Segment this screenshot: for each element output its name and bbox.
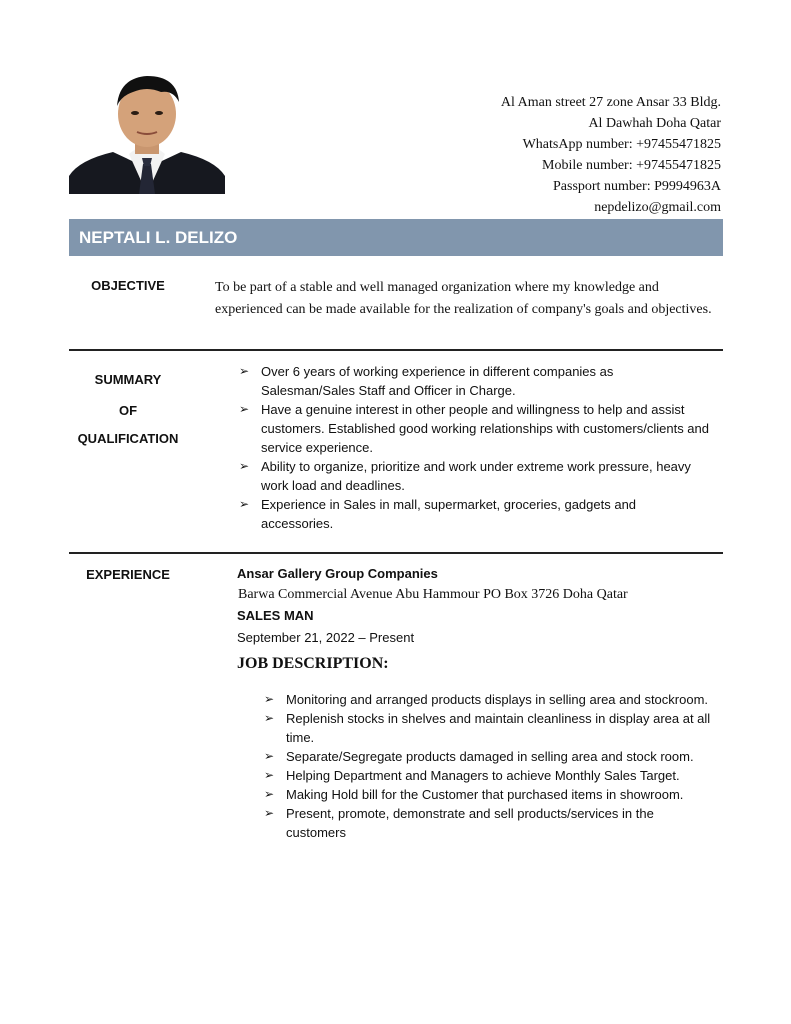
employment-dates: September 21, 2022 – Present bbox=[237, 630, 415, 645]
section-divider bbox=[69, 552, 723, 554]
list-item: ➢ Separate/Segregate products damaged in selling area and stock room. bbox=[264, 749, 694, 764]
objective-text: To be part of a stable and well managed organization where my knowledge and experienced can be made available for the realization of company's goals and objectives. bbox=[215, 280, 712, 317]
company-name: Ansar Gallery Group Companies bbox=[237, 566, 438, 581]
company-address: Barwa Commercial Avenue Abu Hammour PO Box 3726 Doha Qatar bbox=[238, 587, 628, 602]
contact-passport: Passport number: P9994963A bbox=[553, 179, 721, 194]
contact-block bbox=[501, 92, 721, 218]
profile-photo bbox=[69, 72, 225, 194]
list-item: ➢ Monitoring and arranged products displays in selling area and stockroom. bbox=[264, 692, 709, 707]
summary-label bbox=[69, 364, 187, 448]
contact-whatsapp: WhatsApp number: +97455471825 bbox=[522, 137, 721, 152]
arrow-bullet-icon: ➢ bbox=[264, 711, 275, 725]
full-name: NEPTALI L. DELIZO bbox=[79, 228, 238, 247]
contact-mobile: Mobile number: +97455471825 bbox=[542, 158, 721, 173]
duties-list bbox=[264, 690, 716, 842]
arrow-bullet-icon: ➢ bbox=[264, 692, 275, 706]
list-item: ➢ Over 6 years of working experience in different companies as Salesman/Sales Staff and Officer in Charge. bbox=[239, 364, 614, 398]
list-item: ➢ Ability to organize, prioritize and work under extreme work pressure, heavy work load and deadlines. bbox=[239, 459, 691, 493]
contact-address-line2: Al Dawhah Doha Qatar bbox=[588, 116, 721, 131]
list-item: ➢ Replenish stocks in shelves and maintain cleanliness in display area at all time. bbox=[264, 711, 711, 745]
contact-address-line1: Al Aman street 27 zone Ansar 33 Bldg. bbox=[500, 95, 721, 110]
list-item: ➢ Experience in Sales in mall, supermarket, groceries, gadgets and accessories. bbox=[239, 497, 637, 531]
list-item: ➢ Helping Department and Managers to achieve Monthly Sales Target. bbox=[264, 768, 680, 783]
job-title: SALES MAN bbox=[237, 608, 314, 623]
experience-label: EXPERIENCE bbox=[86, 567, 170, 582]
summary-label-line1: SUMMARY bbox=[94, 372, 162, 387]
arrow-bullet-icon: ➢ bbox=[264, 806, 275, 820]
summary-label-line2: OF bbox=[118, 403, 138, 418]
contact-email[interactable]: nepdelizo@gmail.com bbox=[594, 200, 721, 215]
arrow-bullet-icon: ➢ bbox=[239, 497, 250, 511]
arrow-bullet-icon: ➢ bbox=[264, 768, 275, 782]
name-bar bbox=[69, 219, 723, 256]
list-item: ➢ Have a genuine interest in other people and willingness to help and assist customers. Established good working relationships with customers/clients and service experience. bbox=[239, 402, 709, 455]
arrow-bullet-icon: ➢ bbox=[264, 749, 275, 763]
list-item: ➢ Making Hold bill for the Customer that purchased items in showroom. bbox=[264, 787, 684, 802]
section-divider bbox=[69, 349, 723, 351]
list-item: ➢ Present, promote, demonstrate and sell products/services in the customers bbox=[264, 806, 654, 840]
objective-label: OBJECTIVE bbox=[91, 278, 165, 293]
arrow-bullet-icon: ➢ bbox=[239, 364, 250, 378]
arrow-bullet-icon: ➢ bbox=[264, 787, 275, 801]
job-description-heading: JOB DESCRIPTION: bbox=[237, 655, 389, 672]
summary-label-line3: QUALIFICATION bbox=[77, 431, 179, 446]
arrow-bullet-icon: ➢ bbox=[239, 402, 250, 416]
summary-list bbox=[239, 362, 709, 533]
arrow-bullet-icon: ➢ bbox=[239, 459, 250, 473]
